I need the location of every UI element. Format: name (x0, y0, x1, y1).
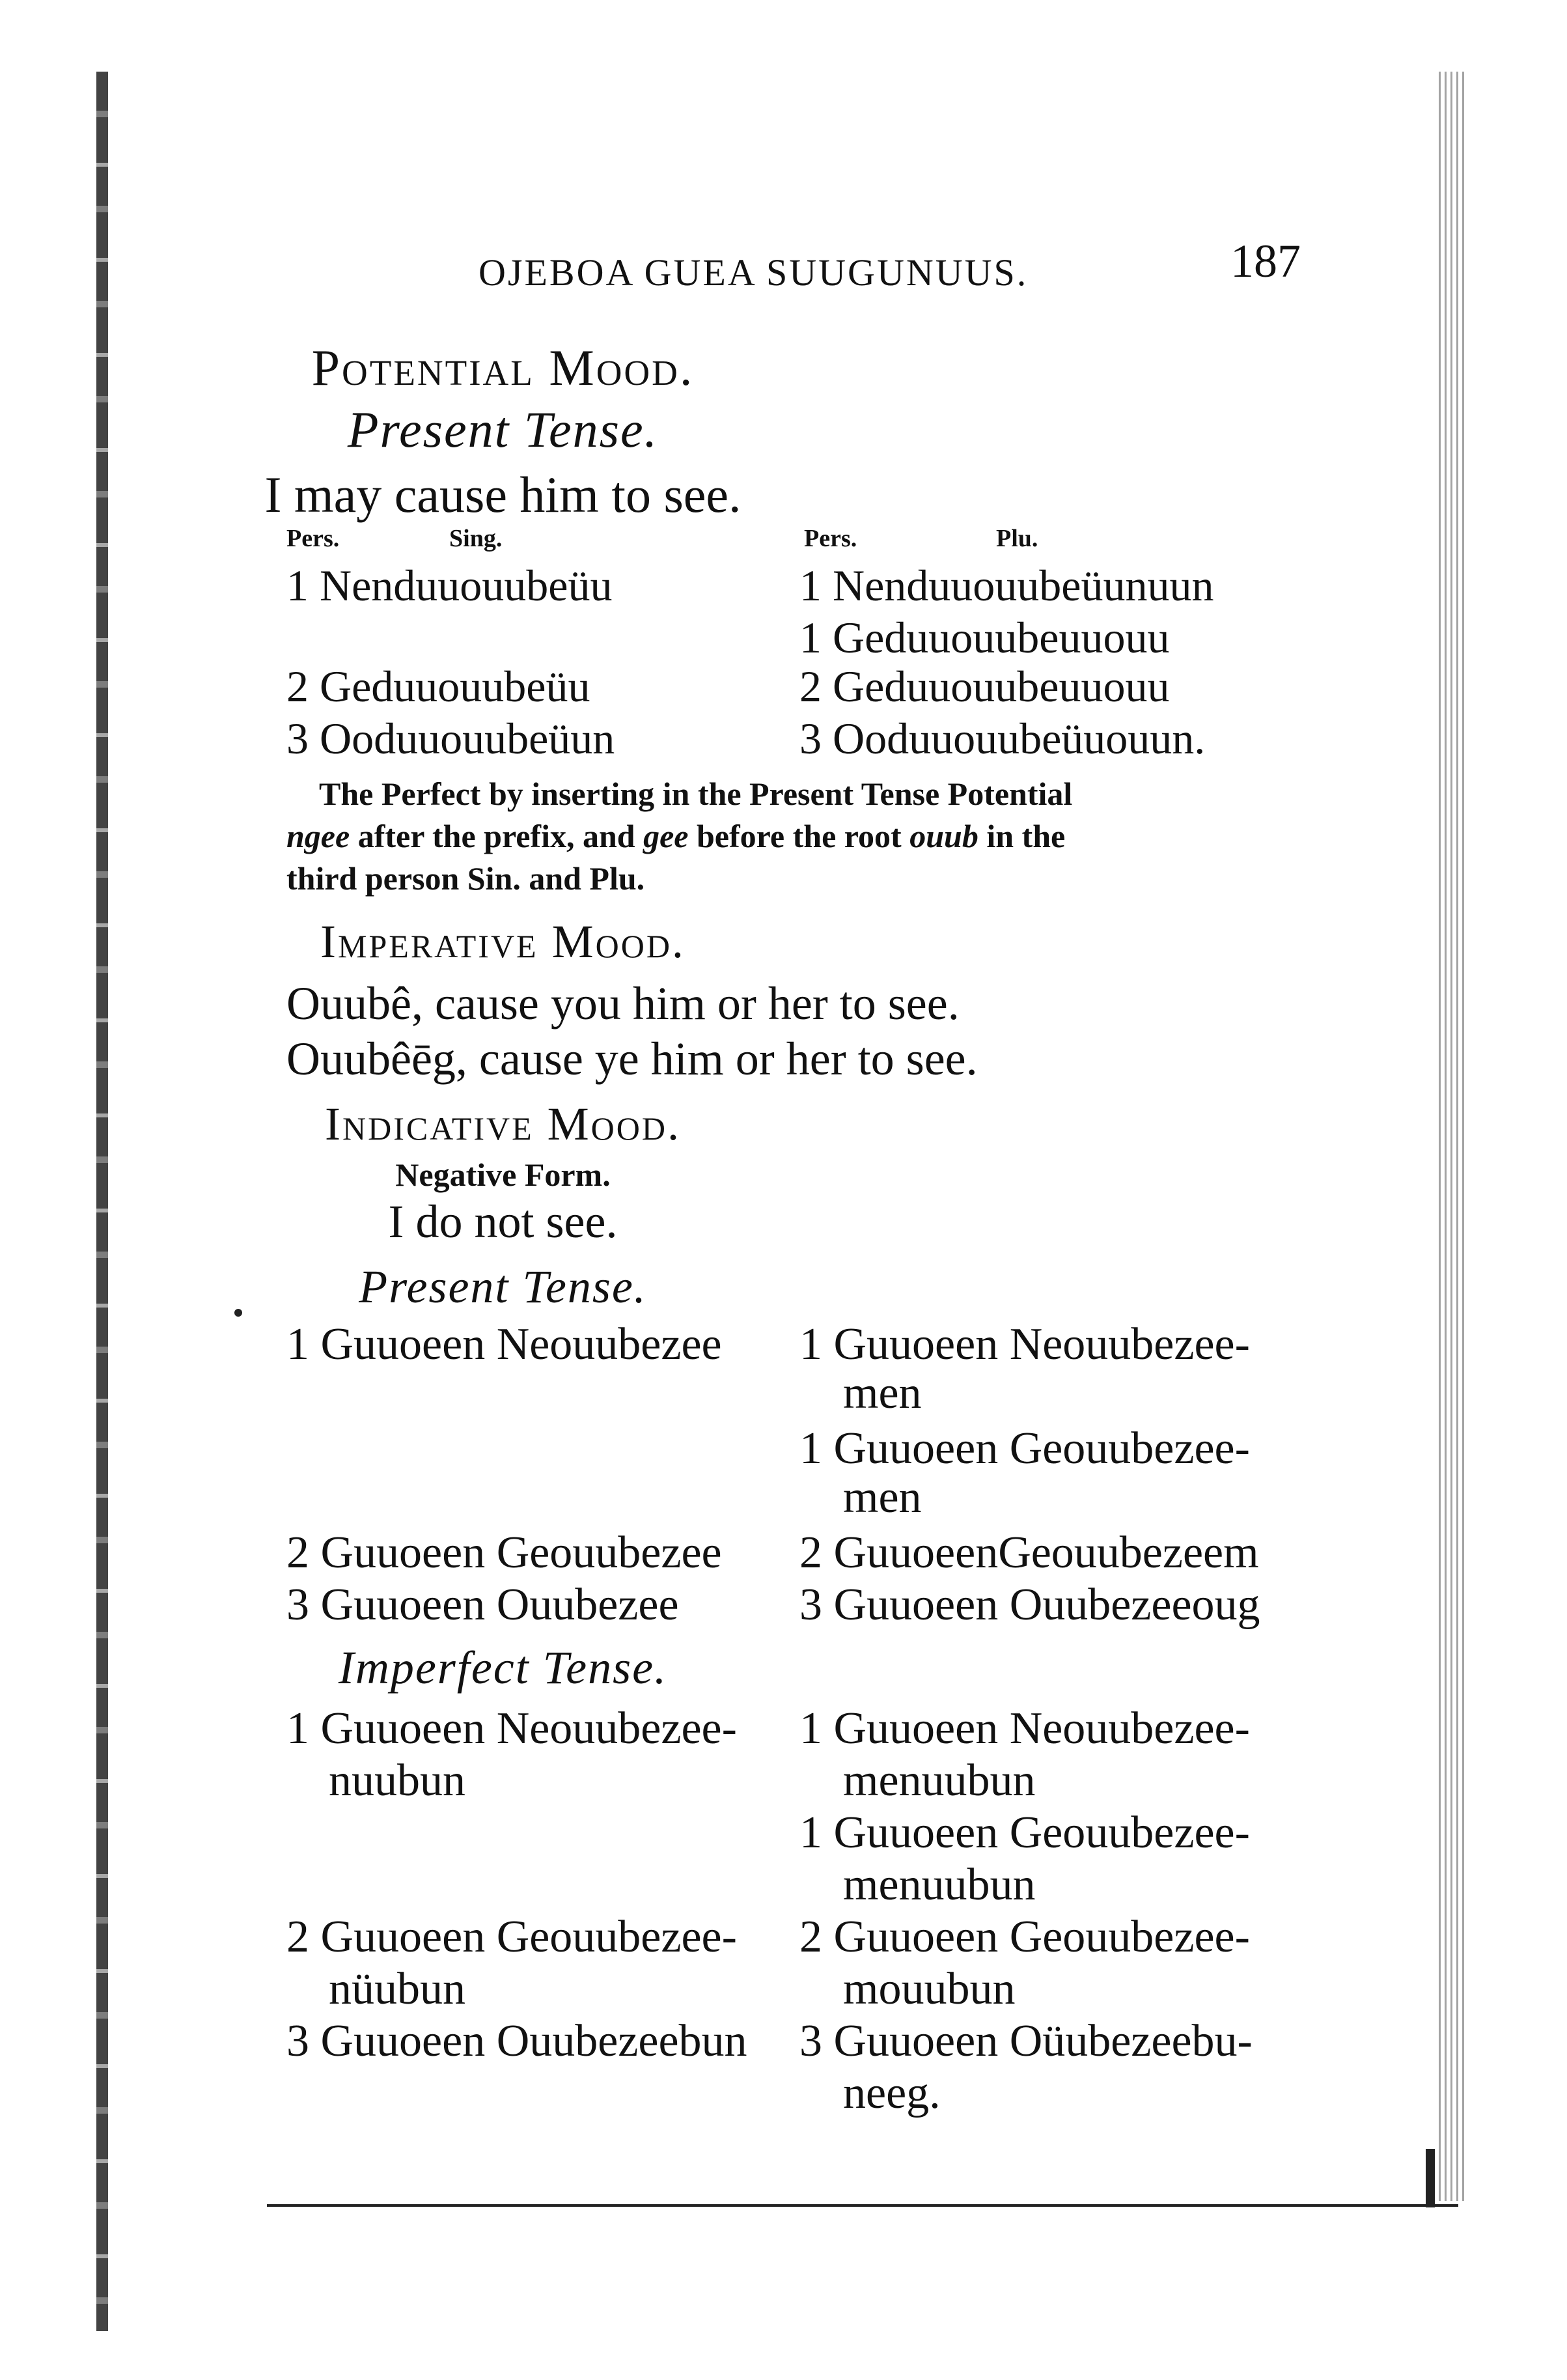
indicative-present-tense-heading: Present Tense. (359, 1261, 647, 1313)
present-right-1-cont: men (843, 1368, 922, 1418)
potential-tense-heading: Present Tense. (347, 401, 659, 458)
imperfect-left-1-cont: nuubun (329, 1756, 465, 1806)
col-header-pers-plural: Pers. (804, 525, 857, 552)
perfect-note-line-1: The Perfect by inserting in the Present Tense Potential (319, 776, 1073, 812)
imperfect-left-1: 1 Guuoeen Neouubezee- (286, 1703, 737, 1754)
present-left-1: 1 Guuoeen Neouubezee (286, 1319, 722, 1369)
imperfect-left-3-cont: nüubun (329, 1964, 465, 2014)
imperfect-right-1: 1 Guuoeen Neouubezee- (799, 1703, 1250, 1754)
present-right-3: 2 GuuoeenGeouubezeem (799, 1528, 1259, 1578)
present-right-4: 3 Guuoeen Ouubezeeoug (799, 1580, 1260, 1630)
imperfect-right-2-cont: menuubun (843, 1860, 1036, 1910)
present-left-4: 3 Guuoeen Ouubezee (286, 1580, 679, 1630)
imperfect-right-4-cont: neeg. (843, 2068, 941, 2118)
indicative-mood-heading: Indicative Mood. (325, 1098, 681, 1150)
potential-plu-row-4: 3 Ooduuouubeüuouun. (799, 714, 1206, 763)
indicative-imperfect-tense-heading: Imperfect Tense. (338, 1642, 668, 1694)
col-header-pers: Pers. (286, 525, 340, 552)
imperfect-right-3-cont: mouubun (843, 1964, 1016, 2014)
present-right-1: 1 Guuoeen Neouubezee- (799, 1319, 1250, 1369)
imperative-line-2: Ouubêēg, cause ye him or her to see. (286, 1033, 978, 1085)
imperfect-left-3: 2 Guuoeen Geouubezee- (286, 1912, 737, 1962)
page-number: 187 (1230, 235, 1301, 287)
potential-sing-row-1: 1 Nenduuouubeüu (286, 561, 613, 610)
imperfect-left-4: 3 Guuoeen Ouubezeebun (286, 2016, 747, 2066)
potential-plu-row-3: 2 Geduuouubeuuouu (799, 662, 1170, 711)
imperfect-right-3: 2 Guuoeen Geouubezee- (799, 1912, 1250, 1962)
present-left-3: 2 Guuoeen Geouubezee (286, 1528, 722, 1578)
potential-plu-row-2: 1 Geduuouubeuuouu (799, 613, 1170, 662)
imperative-mood-heading: Imperative Mood. (320, 916, 686, 968)
right-page-edge-mark (1426, 2149, 1435, 2207)
potential-sing-row-4: 3 Ooduuouubeüun (286, 714, 615, 763)
potential-gloss: I may cause him to see. (264, 466, 742, 523)
running-title: OJEBOA GUEA SUUGUNUUS. (478, 251, 1029, 294)
indicative-gloss: I do not see. (388, 1196, 618, 1248)
potential-sing-row-3: 2 Geduuouubeüu (286, 662, 590, 711)
bottom-page-edge (267, 2204, 1458, 2207)
right-page-edge-shadow (1439, 72, 1465, 2201)
present-right-2-cont: men (843, 1472, 922, 1522)
col-header-plu: Plu. (996, 525, 1038, 552)
imperfect-right-2: 1 Guuoeen Geouubezee- (799, 1808, 1250, 1858)
present-right-2: 1 Guuoeen Geouubezee- (799, 1423, 1250, 1474)
imperfect-right-4: 3 Guuoeen Oüubezeebu- (799, 2016, 1253, 2066)
perfect-note-line-3: third person Sin. and Plu. (286, 860, 645, 897)
imperative-line-1: Ouubê, cause you him or her to see. (286, 977, 960, 1029)
potential-mood-heading: Potential Mood. (311, 339, 695, 396)
imperfect-right-1-cont: menuubun (843, 1756, 1036, 1806)
negative-form-heading: Negative Form. (395, 1156, 611, 1193)
col-header-sing: Sing. (449, 525, 503, 552)
perfect-note-line-2: ngee after the prefix, and gee before the root ouub in the (286, 818, 1066, 854)
potential-plu-row-1: 1 Nenduuouubeüunuun (799, 561, 1214, 610)
